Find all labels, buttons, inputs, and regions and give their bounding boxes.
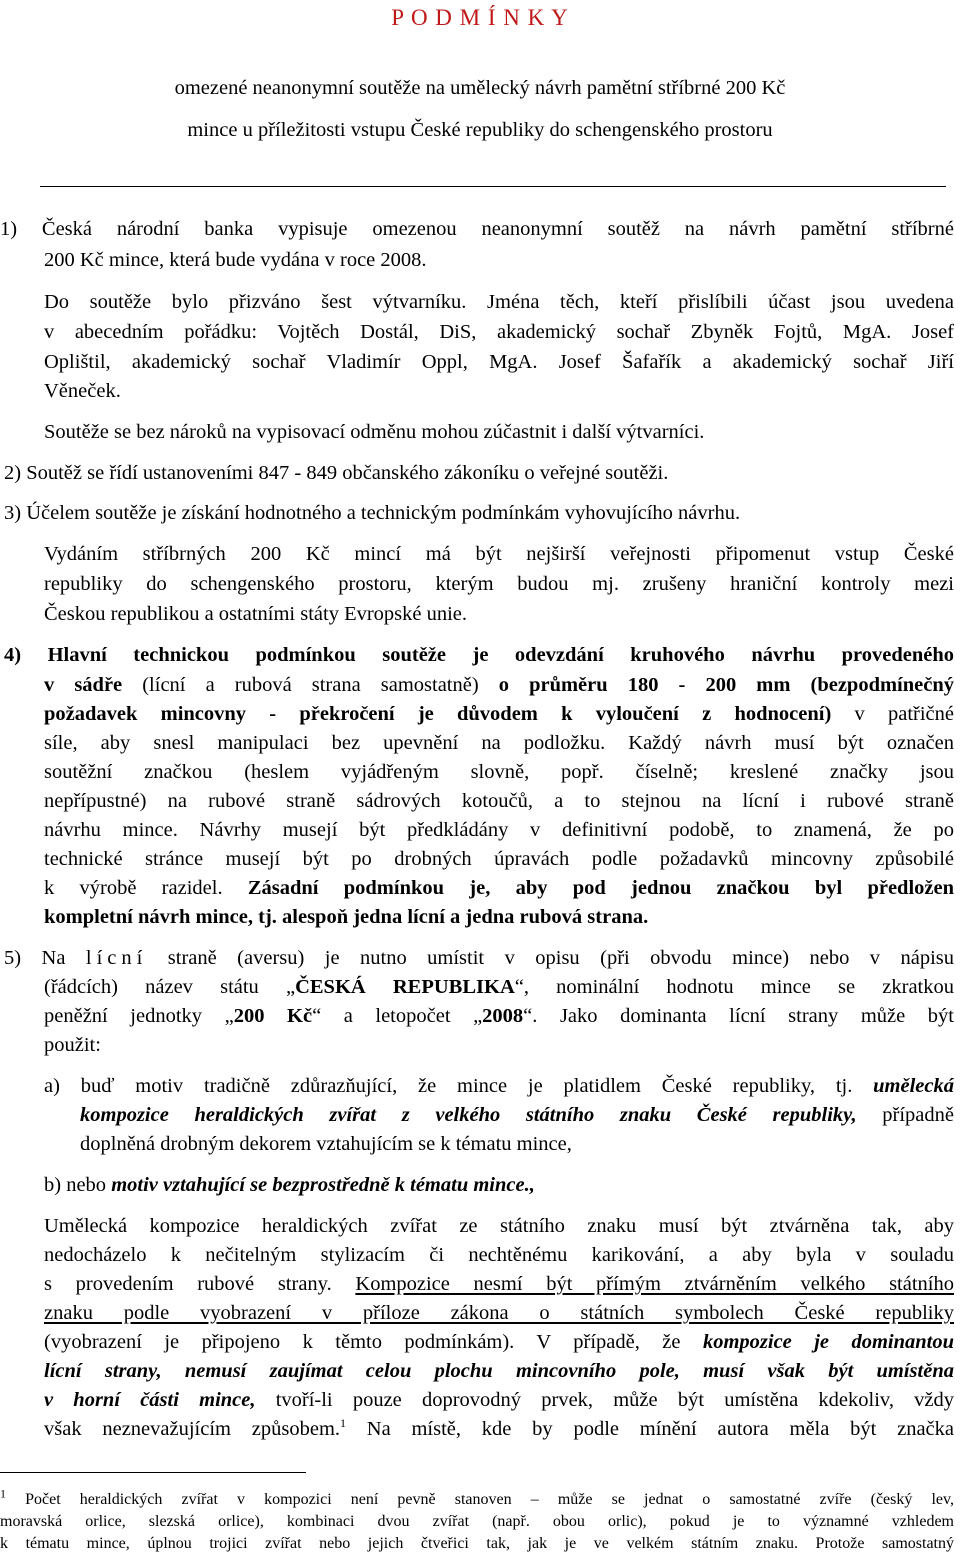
text: (řádcích) název státu „	[44, 976, 296, 998]
paragraph-line: lícní strany, nemusí zaujímat celou plochu mincovního pole, musí však být umístěna	[44, 1360, 954, 1382]
text-bold-italic: kompozice je dominantou	[702, 1331, 954, 1353]
text-bold: v sádře	[44, 674, 123, 696]
paragraph-line: nedocházelo k nečitelným stylizacím či nechtěnému karikování, a aby byla v souladu	[44, 1244, 954, 1266]
footnote-reference[interactable]: 1	[340, 1416, 347, 1431]
paragraph-line: 1) Česká národní banka vypisuje omezenou neanonymní soutěž na návrh pamětní stříbrné	[0, 218, 954, 240]
paragraph-line	[44, 1301, 954, 1325]
paragraph-line: Věneček.	[44, 380, 121, 402]
paragraph-line: technické stránce musejí být po drobných úpravách podle požadavků mincovny způsobilé	[44, 848, 954, 870]
text: v patřičné	[831, 703, 954, 725]
text-bold: o průměru 180 - 200 mm (bezpodmínečný	[498, 674, 954, 696]
paragraph-line	[44, 702, 954, 726]
list-item-b	[44, 1173, 535, 1197]
list-item-a-line: doplněná drobným dekorem vztahujícím se k tématu mince,	[80, 1133, 572, 1155]
text-bold: 200 Kč	[233, 1005, 313, 1027]
text: “. Jako dominanta lícní strany může být	[523, 1005, 954, 1027]
paragraph-line: republiky do schengenského prostoru, kterým budou mj. zrušeny hraniční kontroly mezi	[44, 573, 954, 595]
paragraph-line	[4, 946, 954, 970]
text: 5) Na	[4, 947, 86, 969]
text-spaced: lícní	[85, 947, 148, 969]
paragraph-line: návrhu mince. Návrhy musejí být předkládány v definitivní podobě, to znamená, že po	[44, 819, 954, 841]
text: a) buď motiv tradičně zdůrazňující, že mince je platidlem České republiky, tj.	[44, 1075, 874, 1097]
paragraph-line: 4) Hlavní technickou podmínkou soutěže je odevzdání kruhového návrhu provedeného	[4, 644, 954, 666]
paragraph-line	[44, 673, 954, 697]
subtitle-line-1: omezené neanonymní soutěže na umělecký návrh pamětní stříbrné 200 Kč	[174, 77, 786, 99]
text-bold: 2008	[482, 1005, 524, 1027]
footnote-line: k tématu mince, úplnou trojici zvířat nebo jejich čtveřici tak, jak je ve velkém státním znaku. Protože samostatný	[0, 1535, 954, 1552]
paragraph-line	[44, 1272, 954, 1296]
text: s provedením rubové strany.	[44, 1273, 356, 1295]
subtitle-line-2: mince u příležitosti vstupu České republiky do schengenského prostoru	[187, 119, 773, 141]
text-bold: ČESKÁ REPUBLIKA	[295, 976, 515, 998]
text: b) nebo	[44, 1174, 112, 1196]
paragraph-line: kompletní návrh mince, tj. alespoň jedna lícní a jedna rubová strana.	[44, 906, 649, 928]
paragraph-line: nepřípustné) na rubové straně sádrových kotoučů, a to stejnou na lícní i rubové straně	[44, 790, 954, 812]
paragraph-line: Českou republikou a ostatními státy Evropské unie.	[44, 603, 468, 625]
text: “ a letopočet „	[312, 1005, 483, 1027]
text: Počet heraldických zvířat v kompozici není pevně stanoven – může se jednat o samostatné zvíře (český lev,	[6, 1491, 954, 1508]
text-underlined: znaku podle vyobrazení v příloze zákona o státních symbolech České republiky	[44, 1302, 954, 1324]
text-bold: Zásadní podmínkou je, aby pod jednou značkou byl předložen	[247, 877, 954, 899]
paragraph-line	[44, 876, 954, 900]
text: k výrobě razidel.	[44, 877, 248, 899]
paragraph-line: síle, aby snesl manipulaci bez upevnění na podložku. Každý návrh musí být označen	[44, 732, 954, 754]
paragraph-line: Soutěže se bez nároků na vypisovací odměnu mohou zúčastnit i další výtvarníci.	[44, 421, 705, 443]
paragraph-line: Do soutěže bylo přizváno šest výtvarníku. Jména těch, kteří přislíbili účast jsou uvedena	[44, 291, 954, 313]
header-divider	[40, 186, 946, 187]
text-bold-italic: v horní části mince,	[44, 1389, 256, 1411]
footnote-line	[0, 1486, 954, 1509]
text-bold: požadavek mincovny - překročení je důvodem k vyloučení z hodnocení)	[44, 703, 832, 725]
text: však neznevažujícím způsobem.	[44, 1418, 341, 1440]
paragraph-line	[44, 1004, 954, 1028]
paragraph-line: 3) Účelem soutěže je získání hodnotného a technickým podmínkám vyhovujícího návrhu.	[4, 502, 741, 524]
page-title: P O D M Í N K Y	[391, 5, 569, 30]
section-2: 2) Soutěž se řídí ustanoveními 847 - 849 občanského zákoníku o veřejné soutěži.	[4, 462, 669, 484]
paragraph-line: 200 Kč mince, která bude vydána v roce 2008.	[44, 249, 427, 271]
text: straně (aversu) je nutno umístit v opisu (při obvodu mince) nebo v nápisu	[147, 947, 955, 969]
footnote-divider	[0, 1472, 306, 1473]
text-bold-italic: motiv vztahující se bezprostředně k tématu mince.,	[111, 1174, 535, 1196]
list-item-a-line	[80, 1103, 954, 1127]
text: peněžní jednotky „	[44, 1005, 234, 1027]
paragraph-line: v abecedním pořádku: Vojtěch Dostál, DiS, akademický sochař Zbyněk Fojtů, MgA. Josef	[44, 321, 954, 343]
text-underlined: Kompozice nesmí být přímým ztvárněním velkého státního	[355, 1273, 954, 1295]
paragraph-line: Vydáním stříbrných 200 Kč mincí má být nejširší veřejnosti připomenut vstup České	[44, 543, 954, 565]
text-bold-italic: kompozice heraldických zvířat z velkého státního znaku České republiky,	[80, 1104, 857, 1126]
paragraph-line	[44, 1417, 954, 1441]
paragraph-line: soutěžní značkou (heslem vyjádřeným slovně, popř. číselně; kreslené značky jsou	[44, 761, 954, 783]
text-bold-italic: umělecká	[873, 1075, 954, 1097]
text: tvoří-li pouze doprovodný prvek, může být umístěna kdekoliv, vždy	[255, 1389, 954, 1411]
text: “, nominální hodnotu mince se zkratkou	[514, 976, 954, 998]
list-item-a	[44, 1074, 954, 1098]
paragraph-line: Umělecká kompozice heraldických zvířat ze státního znaku musí být ztvárněna tak, aby	[44, 1215, 954, 1237]
footnote-mark: 1	[0, 1486, 6, 1501]
footnote-line: moravská orlice, slezská orlice), kombinaci dvou zvířat (např. obou orlic), pokud je to významné vzhledem	[0, 1513, 954, 1530]
paragraph-line	[44, 975, 954, 999]
paragraph-line: Oplištil, akademický sochař Vladimír Oppl, MgA. Josef Šafařík a akademický sochař Jiří	[44, 351, 954, 373]
paragraph-line: použit:	[44, 1034, 101, 1056]
text: (vyobrazení je připojeno k těmto podmínkám). V případě, že	[44, 1331, 703, 1353]
text: (lícní a rubová strana samostatně)	[122, 674, 499, 696]
text: Na místě, kde by podle mínění autora měla být značka	[346, 1418, 954, 1440]
paragraph-line	[44, 1330, 954, 1354]
paragraph-line	[44, 1388, 954, 1412]
text: případně	[856, 1104, 954, 1126]
